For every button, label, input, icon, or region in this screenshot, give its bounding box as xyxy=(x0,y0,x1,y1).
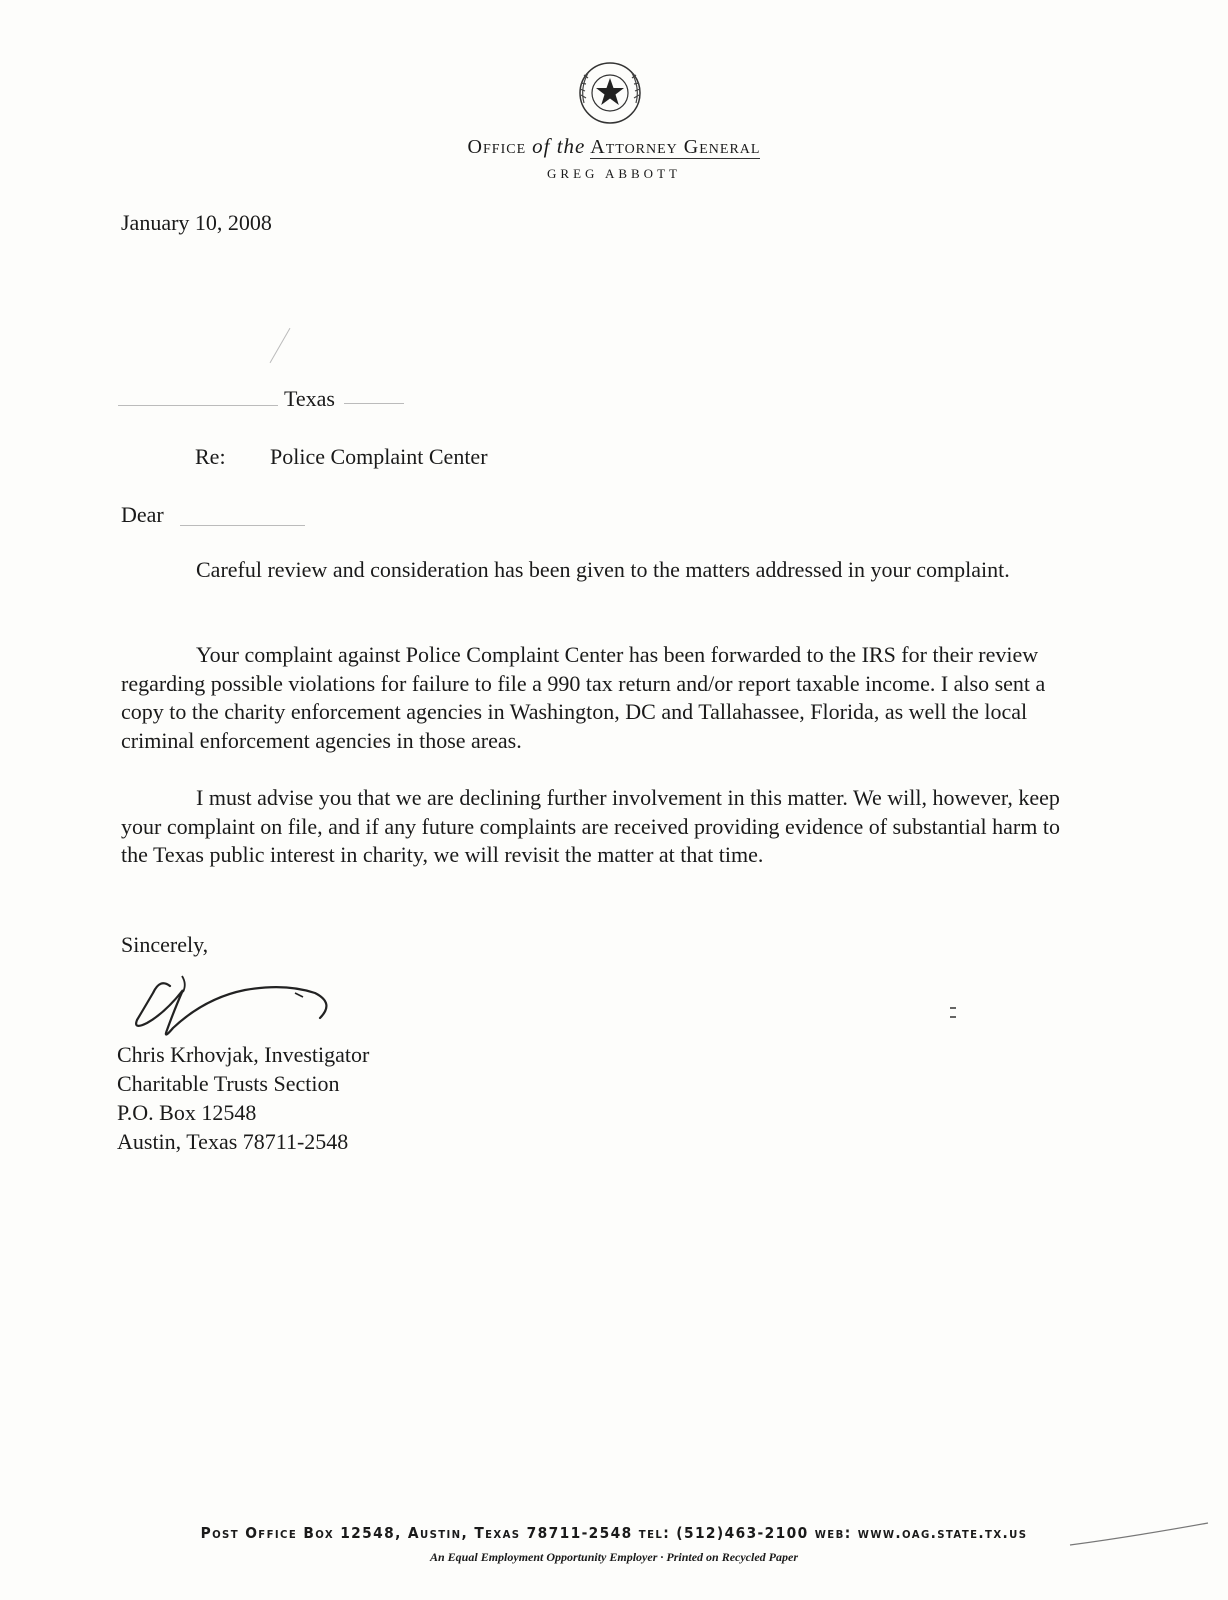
signer-name-title: Chris Krhovjak, Investigator xyxy=(117,1042,370,1067)
letter-date: January 10, 2008 xyxy=(121,210,272,235)
attorney-general-name: GREG ABBOTT xyxy=(547,166,681,181)
paragraph-1 xyxy=(121,556,1081,585)
re-label: Re: xyxy=(195,444,226,469)
handwritten-signature xyxy=(125,968,345,1048)
salutation: Dear xyxy=(121,502,164,527)
redacted-recipient-name xyxy=(180,525,305,526)
paragraph-2 xyxy=(121,641,1081,755)
footer-note: An Equal Employment Opportunity Employer · Printed on Recycled Paper xyxy=(430,1550,798,1564)
office-title-of: of the xyxy=(532,134,586,158)
office-title-post: Attorney General xyxy=(590,136,761,158)
closing: Sincerely, xyxy=(121,932,209,957)
signer-section: Charitable Trusts Section xyxy=(117,1071,340,1096)
recipient-state: Texas xyxy=(284,386,335,411)
signer-city: Austin, Texas 78711-2548 xyxy=(117,1129,349,1154)
scan-artifact xyxy=(1060,1515,1210,1555)
state-seal-icon xyxy=(570,58,650,128)
re-subject: Police Complaint Center xyxy=(270,444,488,469)
redacted-zip xyxy=(344,403,404,404)
signature-block xyxy=(117,1040,369,1156)
paragraph-2-text: Your complaint against Police Complaint Center has been forwarded to the IRS for their review regarding possible violations for failure to file a 990 tax return and/or report taxable income. I also sent a copy to the charity enforcement agencies in Washington, DC and Tallahassee, Florida, as well the local criminal enforcement agencies in those areas. xyxy=(121,642,1046,753)
footer-address: Post Office Box 12548, Austin, Texas 78711-2548 tel: (512)463-2100 web: www.oag.state.tx.us xyxy=(200,1524,1028,1542)
signer-po-box: P.O. Box 12548 xyxy=(117,1100,257,1125)
office-title xyxy=(0,134,1228,159)
redacted-address xyxy=(118,405,278,406)
paragraph-1-text: Careful review and consideration has been given to the matters addressed in your complaint. xyxy=(196,557,1010,582)
redaction-mark xyxy=(270,328,291,363)
paragraph-3-text: I must advise you that we are declining further involvement in this matter. We will, however, keep your complaint on file, and if any future complaints are received providing evidence of substantial harm to the Texas public interest in charity, we will revisit the matter at that time. xyxy=(121,785,1060,867)
office-title-pre: Office xyxy=(467,136,527,158)
stray-mark xyxy=(948,1005,958,1021)
paragraph-3 xyxy=(121,784,1081,870)
